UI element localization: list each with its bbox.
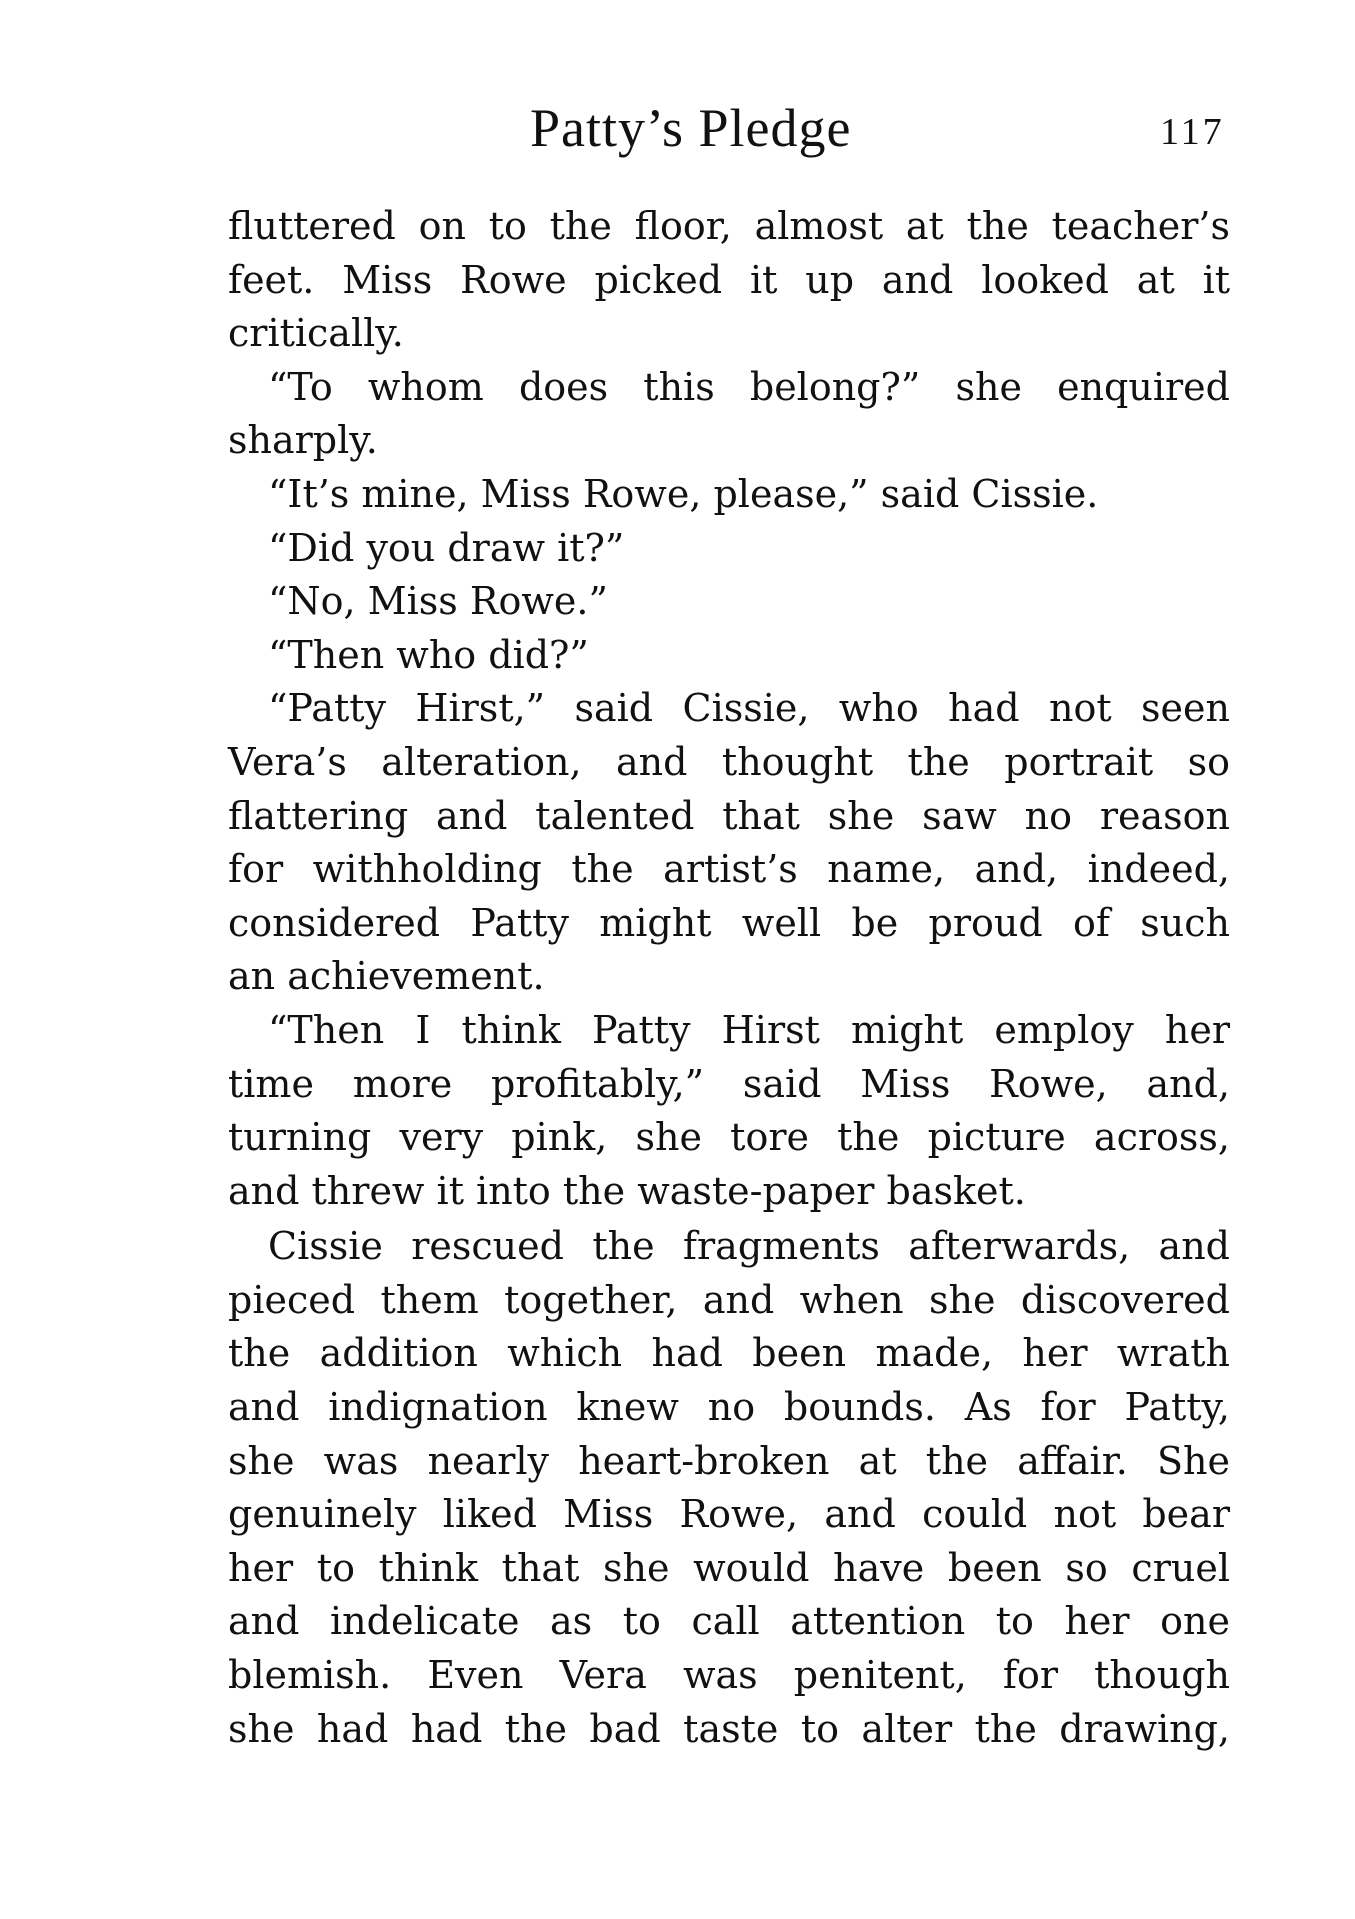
text-line: she was nearly heart-broken at the affair. She xyxy=(228,1438,1230,1483)
text-line: critically. xyxy=(228,311,404,356)
text-line: fluttered on to the floor, almost at the teacher’s xyxy=(228,204,1230,248)
running-head xyxy=(0,96,1355,166)
page-number: 117 xyxy=(1160,111,1225,153)
text-line: blemish. Even Vera was penitent, for though xyxy=(228,1653,1230,1698)
text-line: “No, Miss Rowe.” xyxy=(268,579,608,624)
text-line: “To whom does this belong?” she enquired xyxy=(268,364,1230,409)
text-line: flattering and talented that she saw no reason xyxy=(228,793,1230,838)
text-line: she had had the bad taste to alter the drawing, xyxy=(228,1706,1230,1751)
text-line: “Patty Hirst,” said Cissie, who had not seen xyxy=(268,686,1230,731)
text-line: Vera’s alteration, and thought the portrait so xyxy=(228,739,1230,784)
text-line: the addition which had been made, her wrath xyxy=(228,1331,1230,1376)
text-line: considered Patty might well be proud of such xyxy=(228,900,1230,945)
text-line: turning very pink, she tore the picture across, xyxy=(228,1115,1230,1160)
text-line: “Then who did?” xyxy=(268,632,589,677)
text-line: feet. Miss Rowe picked it up and looked at it xyxy=(228,257,1230,302)
body-text xyxy=(228,200,1230,1756)
text-line: “It’s mine, Miss Rowe, please,” said Cissie. xyxy=(268,471,1099,516)
text-line: and indelicate as to call attention to her one xyxy=(228,1599,1230,1644)
text-line: time more profitably,” said Miss Rowe, and, xyxy=(228,1061,1230,1106)
text-line: genuinely liked Miss Rowe, and could not bear xyxy=(228,1492,1230,1537)
text-line: her to think that she would have been so cruel xyxy=(228,1545,1230,1590)
text-line: “Then I think Patty Hirst might employ her xyxy=(268,1007,1230,1052)
running-title: Patty’s Pledge xyxy=(530,98,852,158)
text-line: sharply. xyxy=(228,418,378,463)
text-line: and indignation knew no bounds. As for Patty, xyxy=(228,1385,1230,1430)
text-line: an achievement. xyxy=(228,954,545,999)
text-line: “Did you draw it?” xyxy=(268,525,625,570)
text-line: and threw it into the waste-paper basket. xyxy=(228,1168,1026,1213)
text-line: Cissie rescued the fragments afterwards, and xyxy=(268,1224,1230,1269)
text-line: pieced them together, and when she discovered xyxy=(228,1277,1230,1322)
text-line: for withholding the artist’s name, and, indeed, xyxy=(228,847,1230,892)
